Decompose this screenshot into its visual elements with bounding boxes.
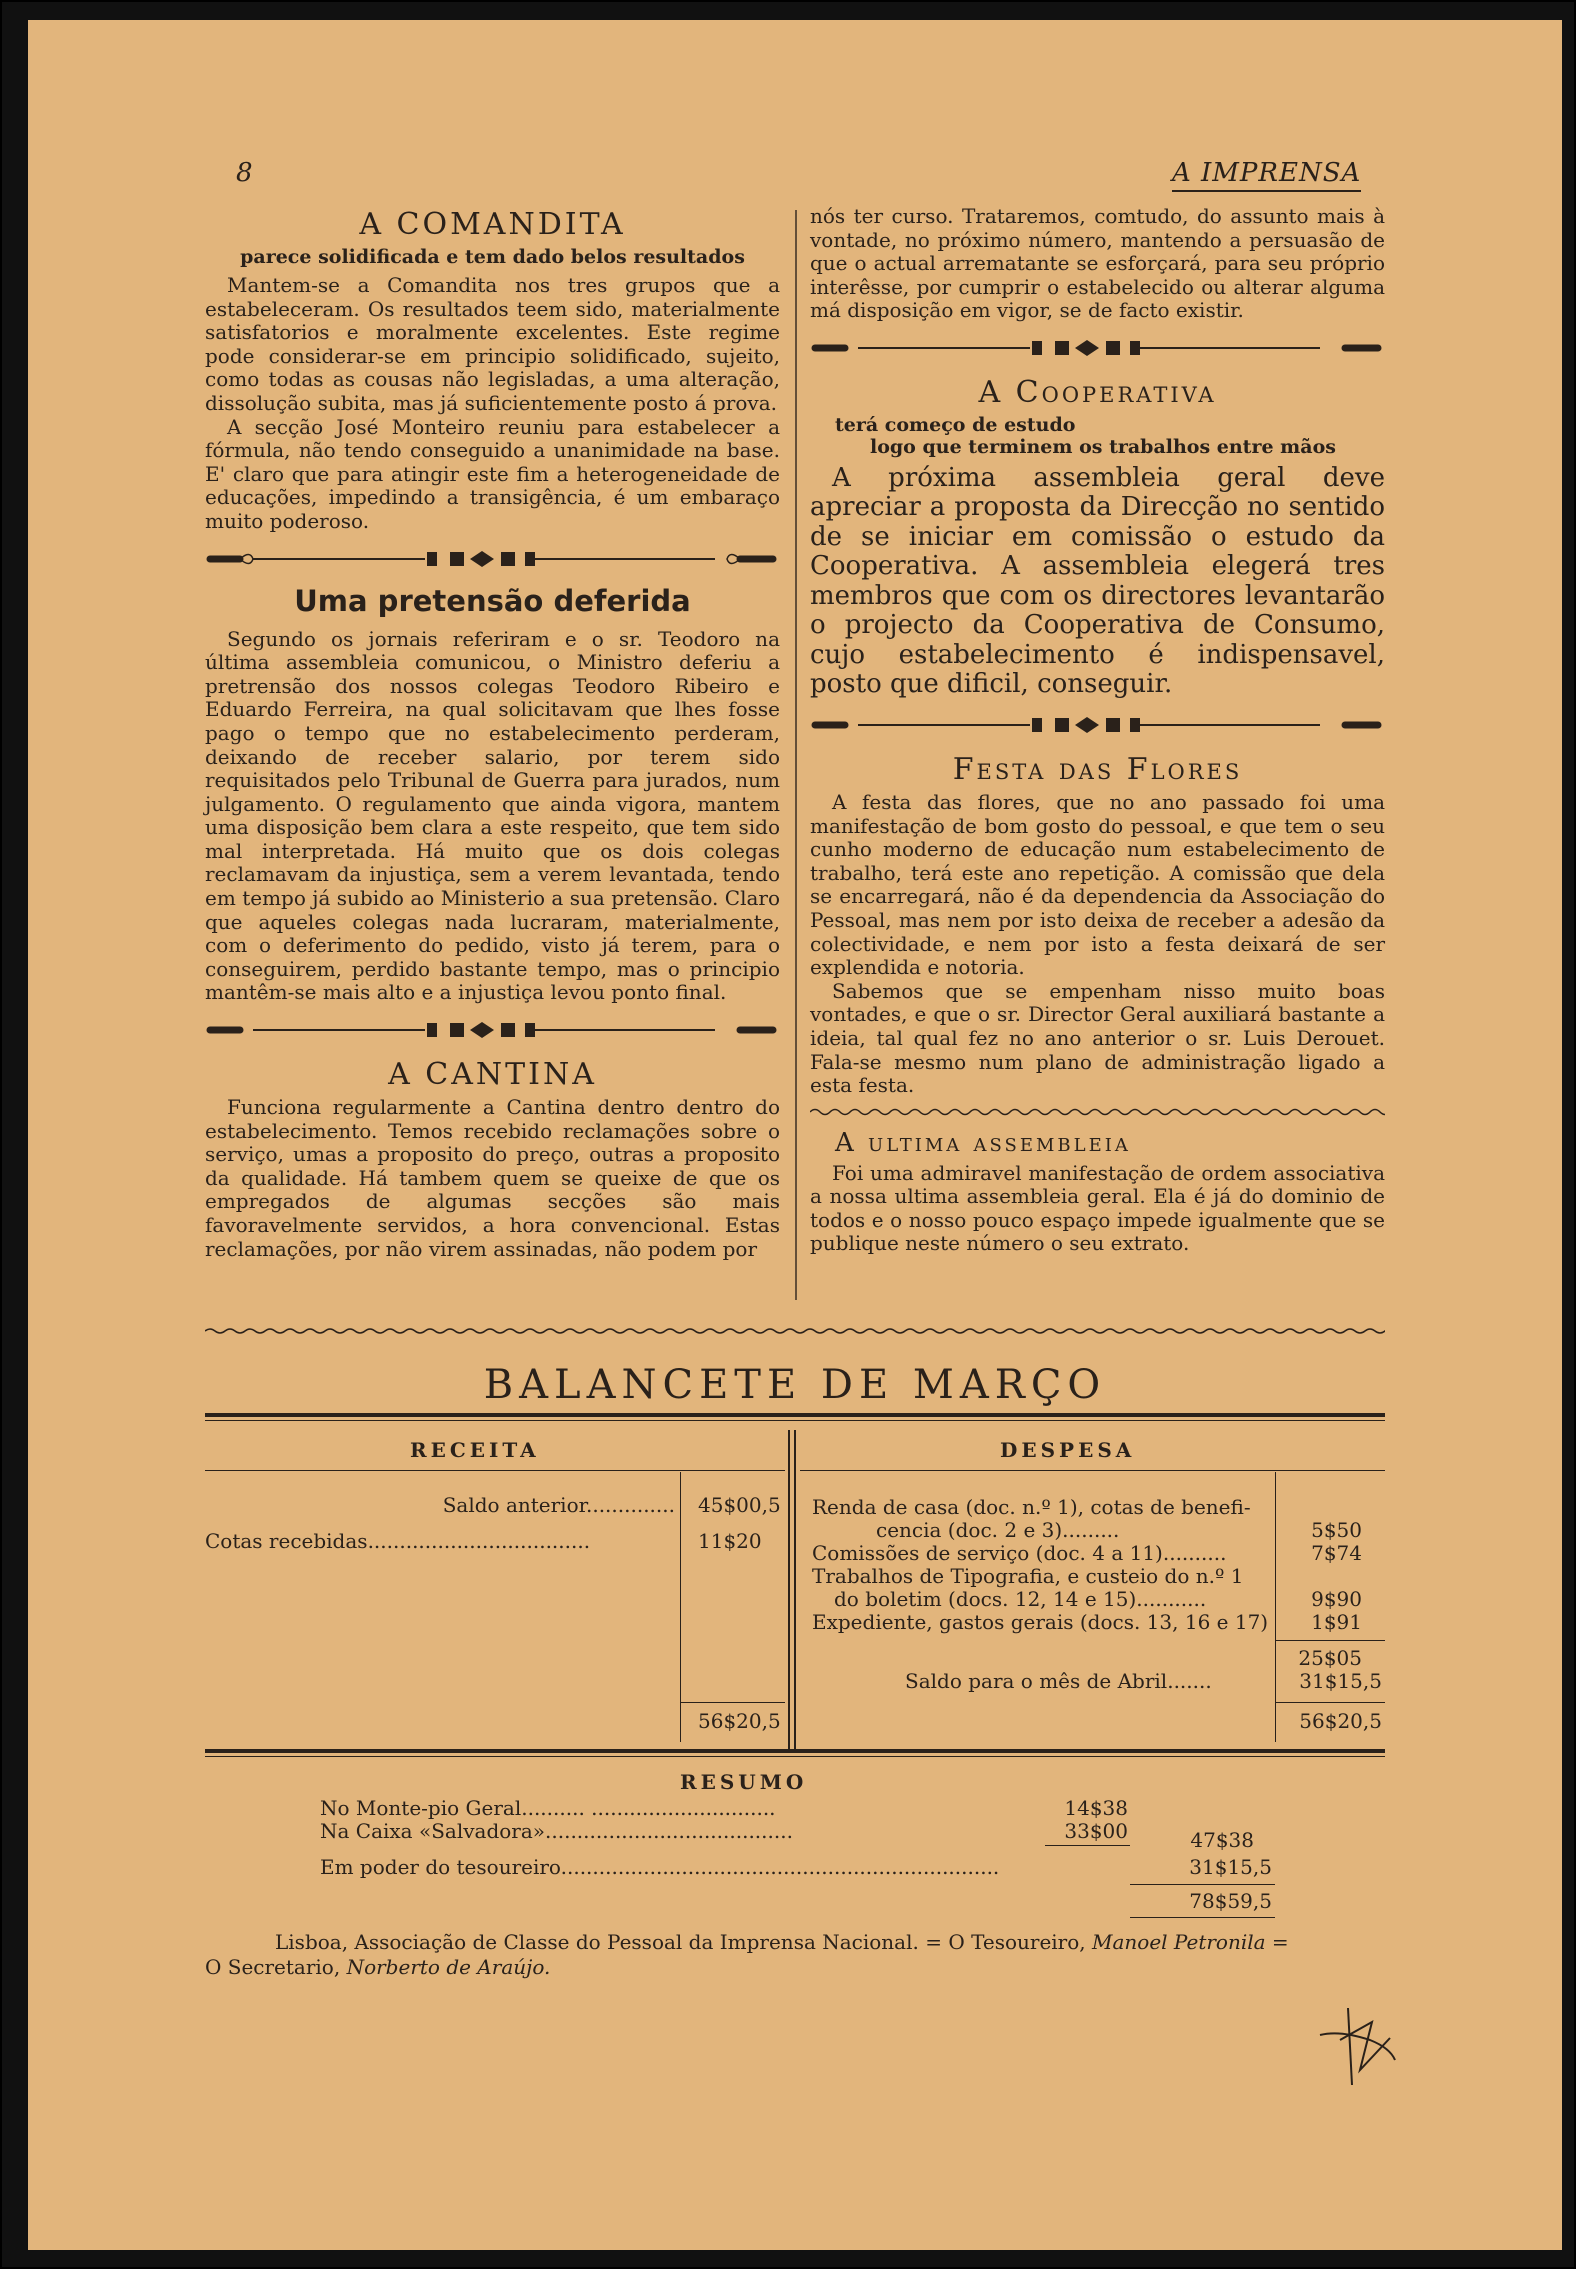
ornament-divider bbox=[810, 333, 1385, 363]
receita-row: Cotas recebidas................................... bbox=[205, 1529, 591, 1553]
page-number: 8 bbox=[236, 158, 253, 188]
left-column bbox=[205, 205, 780, 1261]
saldo-value: 31$15,5 bbox=[1299, 1669, 1382, 1693]
despesa-subtotal: 25$05 bbox=[1298, 1646, 1362, 1670]
wavy-rule bbox=[810, 1106, 1385, 1118]
footer-signatures: Lisboa, Associação de Classe do Pessoal da Imprensa Nacional. = O Tesoureiro, Manoel Petronila = O Secretario, Norberto de Araújo. bbox=[205, 1930, 1289, 1979]
cooperativa-paragraph: A próxima assembleia geral deve apreciar a proposta da Direcção no sentido de se iniciar em comissão o estudo da Cooperativa. A assembleia elegerá tres membros que com os directores levantarão o projecto da Cooperativa de Consumo, cujo estabelecimento é indispensavel, posto que dificil, conseguir. bbox=[810, 462, 1385, 700]
resumo-value: 33$00 bbox=[1064, 1819, 1128, 1843]
resumo-value: 31$15,5 bbox=[1189, 1855, 1272, 1879]
ornament-divider bbox=[205, 544, 780, 574]
balancete-title: BALANCETE DE MARÇO bbox=[483, 1362, 1107, 1408]
comandita-subtitle: parece solidificada e tem dado belos resultados bbox=[240, 246, 745, 268]
total-rule bbox=[1275, 1702, 1385, 1703]
pretensao-paragraph: Segundo os jornais referiram e o sr. Teodoro na última assembleia comunicou, o Ministro deferiu a pretrensão dos nossos colegas Teodoro Ribeiro e Eduardo Ferreira, na qual solicitavam que lhes fosse pago o tempo que no estabelecimento perderam, deixando de receber salario, por terem sido requisitados pelo Tribunal de Guerra para jurados, num julgamento. O regulamento que ainda vigora, mantem uma disposição bem clara a este respeito, que tem sido mal interpretada. Há muito que os dois colegas reclamavam da injustiça, sem a verem levantada, tendo em tempo já subido ao Ministerio a sua pretensão. Claro que aqueles colegas nada lucraram, materialmente, com o deferimento do pedido, visto já terem, para o conseguirem, perdido bastante tempo, mas o principio mantêm-se mais alto e a injustiça levou ponto final. bbox=[205, 626, 780, 1005]
handwritten-mark bbox=[1310, 2000, 1400, 2090]
comandita-title: A COMANDITA bbox=[359, 207, 626, 242]
despesa-total: 56$20,5 bbox=[1299, 1709, 1382, 1733]
resumo-header: RESUMO bbox=[680, 1770, 808, 1794]
assembleia-title: A ultima assembleia bbox=[835, 1127, 1131, 1158]
subtotal-rule bbox=[1275, 1640, 1385, 1641]
resumo-sum: 47$38 bbox=[1190, 1828, 1254, 1852]
resumo-grand-total: 78$59,5 bbox=[1189, 1889, 1272, 1913]
table-divider bbox=[794, 1430, 796, 1750]
resumo-row: No Monte-pio Geral.......... ............................. bbox=[320, 1796, 776, 1820]
ornament-divider bbox=[205, 1015, 780, 1045]
comandita-paragraph-2: A secção José Monteiro reuniu para estabelecer a fórmula, não tendo conseguido a unanimidade na base. E' claro que para atingir este fim a heterogeneidade de educações, impedindo a transigência, é um embaraço muito poderoso. bbox=[205, 414, 780, 533]
sum-rule bbox=[1045, 1845, 1130, 1846]
thick-rule bbox=[205, 1413, 1385, 1417]
despesa-value: 7$74 bbox=[1311, 1541, 1362, 1565]
receita-total: 56$20,5 bbox=[698, 1709, 781, 1733]
total-rule bbox=[680, 1702, 785, 1703]
despesa-value: 1$91 bbox=[1311, 1610, 1362, 1634]
cantina-title: A CANTINA bbox=[388, 1057, 597, 1093]
header-rule bbox=[800, 1470, 1385, 1471]
festa-paragraph-2: Sabemos que se empenham nisso muito boas vontades, e que o sr. Director Geral auxiliará bastante a ideia, tal qual fez no ano anterior o sr. Luis Derouet. Fala-se mesmo num plano de administração ligado a esta festa. bbox=[810, 978, 1385, 1098]
comandita-paragraph-1: Mantem-se a Comandita nos tres grupos que a estabeleceram. Os resultados teem sido, materialmente satisfatorios e moralmente excelentes. Este regime pode considerar-se em principio solidificado, sujeito, como todas as cousas não legisladas, a uma alteração, dissolução subita, mas já suficientemente posto á prova. bbox=[205, 273, 780, 415]
cooperativa-subtitle-2: logo que terminem os trabalhos entre mãos bbox=[870, 435, 1336, 458]
sum-rule bbox=[1130, 1884, 1275, 1885]
thin-rule bbox=[205, 1420, 1385, 1421]
despesa-value: 9$90 bbox=[1311, 1587, 1362, 1611]
saldo-row: Saldo para o mês de Abril....... bbox=[905, 1669, 1212, 1693]
receita-header: RECEITA bbox=[410, 1438, 540, 1462]
receita-value: 45$00,5 bbox=[698, 1493, 781, 1517]
table-divider bbox=[788, 1430, 790, 1750]
masthead: A IMPRENSA bbox=[1172, 158, 1361, 192]
cooperativa-subtitle-1: terá começo de estudo bbox=[835, 413, 1076, 436]
sum-rule bbox=[1130, 1917, 1275, 1918]
receita-value: 11$20 bbox=[698, 1529, 762, 1553]
despesa-row: Renda de casa (doc. n.º 1), cotas de benefi- cencia (doc. 2 e 3)......... Comissões de serviço (doc. 4 a 11).......... Trabalhos de Tipografia, e custeio do n.º 1 do boletim (docs. 12, 14 e 15)........... Expediente, gastos gerais (docs. 13, 16 e 17) bbox=[812, 1495, 1269, 1634]
festa-paragraph-1: A festa das flores, que no ano passado foi uma manifestação de bom gosto do pessoal, e que tem o seu cunho moderno de educação num estabelecimento de trabalho, terá este ano repetição. A comissão que dela se encarregará, não é da dependencia da Associação do Pessoal, mas nem por isto deixa de receber a adesão da colectividade, e nem por isto a festa deixará de ser explendida e notoria. bbox=[810, 789, 1385, 980]
ornament-divider bbox=[810, 710, 1385, 740]
resumo-value: 14$38 bbox=[1064, 1796, 1128, 1820]
cantina-continuation: nós ter curso. Trataremos, comtudo, do assunto mais à vontade, no próximo número, mantendo a persuasão de que o actual arrematante se esforçará, para seu próprio interêsse, por cumprir o estabelecido ou alterar alguma má disposição em vigor, se de facto existir. bbox=[810, 204, 1385, 323]
wavy-rule bbox=[205, 1327, 1385, 1335]
column-divider bbox=[795, 210, 797, 1300]
cooperativa-title: A Cooperativa bbox=[978, 374, 1217, 410]
header-rule bbox=[205, 1470, 785, 1471]
pretensao-title: Uma pretensão deferida bbox=[294, 583, 691, 618]
thin-rule bbox=[205, 1756, 1385, 1757]
right-column bbox=[810, 205, 1385, 1256]
receita-row: Saldo anterior.............. bbox=[442, 1493, 675, 1517]
resumo-row: Em poder do tesoureiro..................................................................... bbox=[320, 1855, 1000, 1879]
cantina-paragraph: Funciona regularmente a Cantina dentro dentro do estabelecimento. Temos recebido reclamações sobre o serviço, umas a proposito do preço, outras a proposito da qualidade. Há tambem quem se queixe de que os empregados de algumas secções são mais favoravelmente servidos, a hora convencional. Estas reclamações, por não virem assinadas, não podem por bbox=[205, 1095, 780, 1261]
assembleia-paragraph: Foi uma admiravel manifestação de ordem associativa a nossa ultima assembleia geral. Ela é já do dominio de todos e o nosso pouco espaço impede igualmente que se publique neste número o seu extrato. bbox=[810, 1160, 1385, 1256]
despesa-value: 5$50 bbox=[1311, 1518, 1362, 1542]
festa-title: Festa das Flores bbox=[952, 751, 1243, 787]
despesa-header: DESPESA bbox=[1000, 1438, 1136, 1462]
resumo-row: Na Caixa «Salvadora»....................................... bbox=[320, 1819, 793, 1843]
thick-rule bbox=[205, 1749, 1385, 1753]
